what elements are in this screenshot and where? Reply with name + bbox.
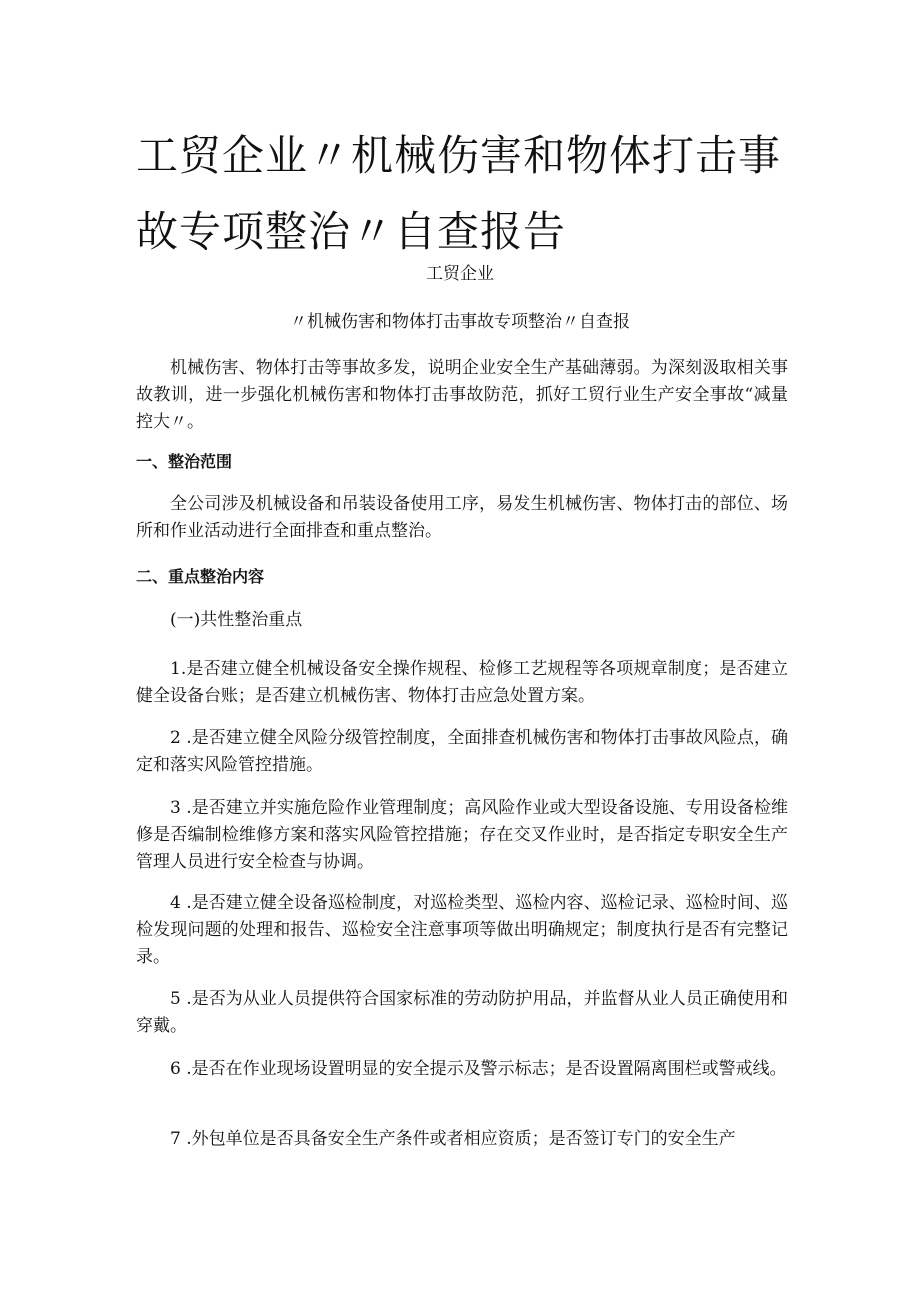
- subtitle-report: 〃机械伤害和物体打击事故专项整治〃自查报: [290, 312, 630, 332]
- section-heading-key-content: 二、重点整治内容: [136, 567, 265, 586]
- list-item: 5 .是否为从业人员提供符合国家标准的劳动防护用品，并监督从业人员正确使用和穿戴。: [136, 989, 788, 1036]
- list-item: 7 .外包单位是否具备安全生产条件或者相应资质；是否签订专门的安全生产: [170, 1129, 736, 1149]
- list-item: 6 .是否在作业现场设置明显的安全提示及警示标志；是否设置隔离围栏或警戒线。: [170, 1059, 787, 1079]
- title-line-2: 故专项整治〃自查报告: [136, 207, 567, 256]
- title-line-1: 工贸企业〃机械伤害和物体打击事: [136, 131, 782, 180]
- list-item: 2 .是否建立健全风险分级管控制度，全面排查机械伤害和物体打击事故风险点，确定和落实风险管控措施。: [136, 728, 788, 775]
- scope-paragraph: 全公司涉及机械设备和吊装设备使用工序，易发生机械伤害、物体打击的部位、场所和作业活动进行全面排查和重点整治。: [136, 494, 788, 541]
- list-item: 3 .是否建立并实施危险作业管理制度；高风险作业或大型设备设施、专用设备检维修是否编制检维修方案和落实风险管控措施；存在交叉作业时，是否指定专职安全生产管理人员进行安全检查与协调。: [136, 798, 788, 872]
- list-item: 1.是否建立健全机械设备安全操作规程、检修工艺规程等各项规章制度；是否建立健全设备台账；是否建立机械伤害、物体打击应急处置方案。: [136, 659, 788, 706]
- subheading-common-focus: (一)共性整治重点: [170, 610, 303, 630]
- document-title: [136, 118, 796, 270]
- list-item: 4 .是否建立健全设备巡检制度，对巡检类型、巡检内容、巡检记录、巡检时间、巡检发现问题的处理和报告、巡检安全注意事项等做出明确规定；制度执行是否有完整记录。: [136, 893, 788, 967]
- subtitle-org: 工贸企业: [426, 264, 494, 284]
- intro-paragraph: 机械伤害、物体打击等事故多发，说明企业安全生产基础薄弱。为深刻汲取相关事故教训，进一步强化机械伤害和物体打击事故防范，抓好工贸行业生产安全事故“减量控大〃。: [136, 358, 788, 432]
- section-heading-scope: 一、整治范围: [136, 452, 233, 471]
